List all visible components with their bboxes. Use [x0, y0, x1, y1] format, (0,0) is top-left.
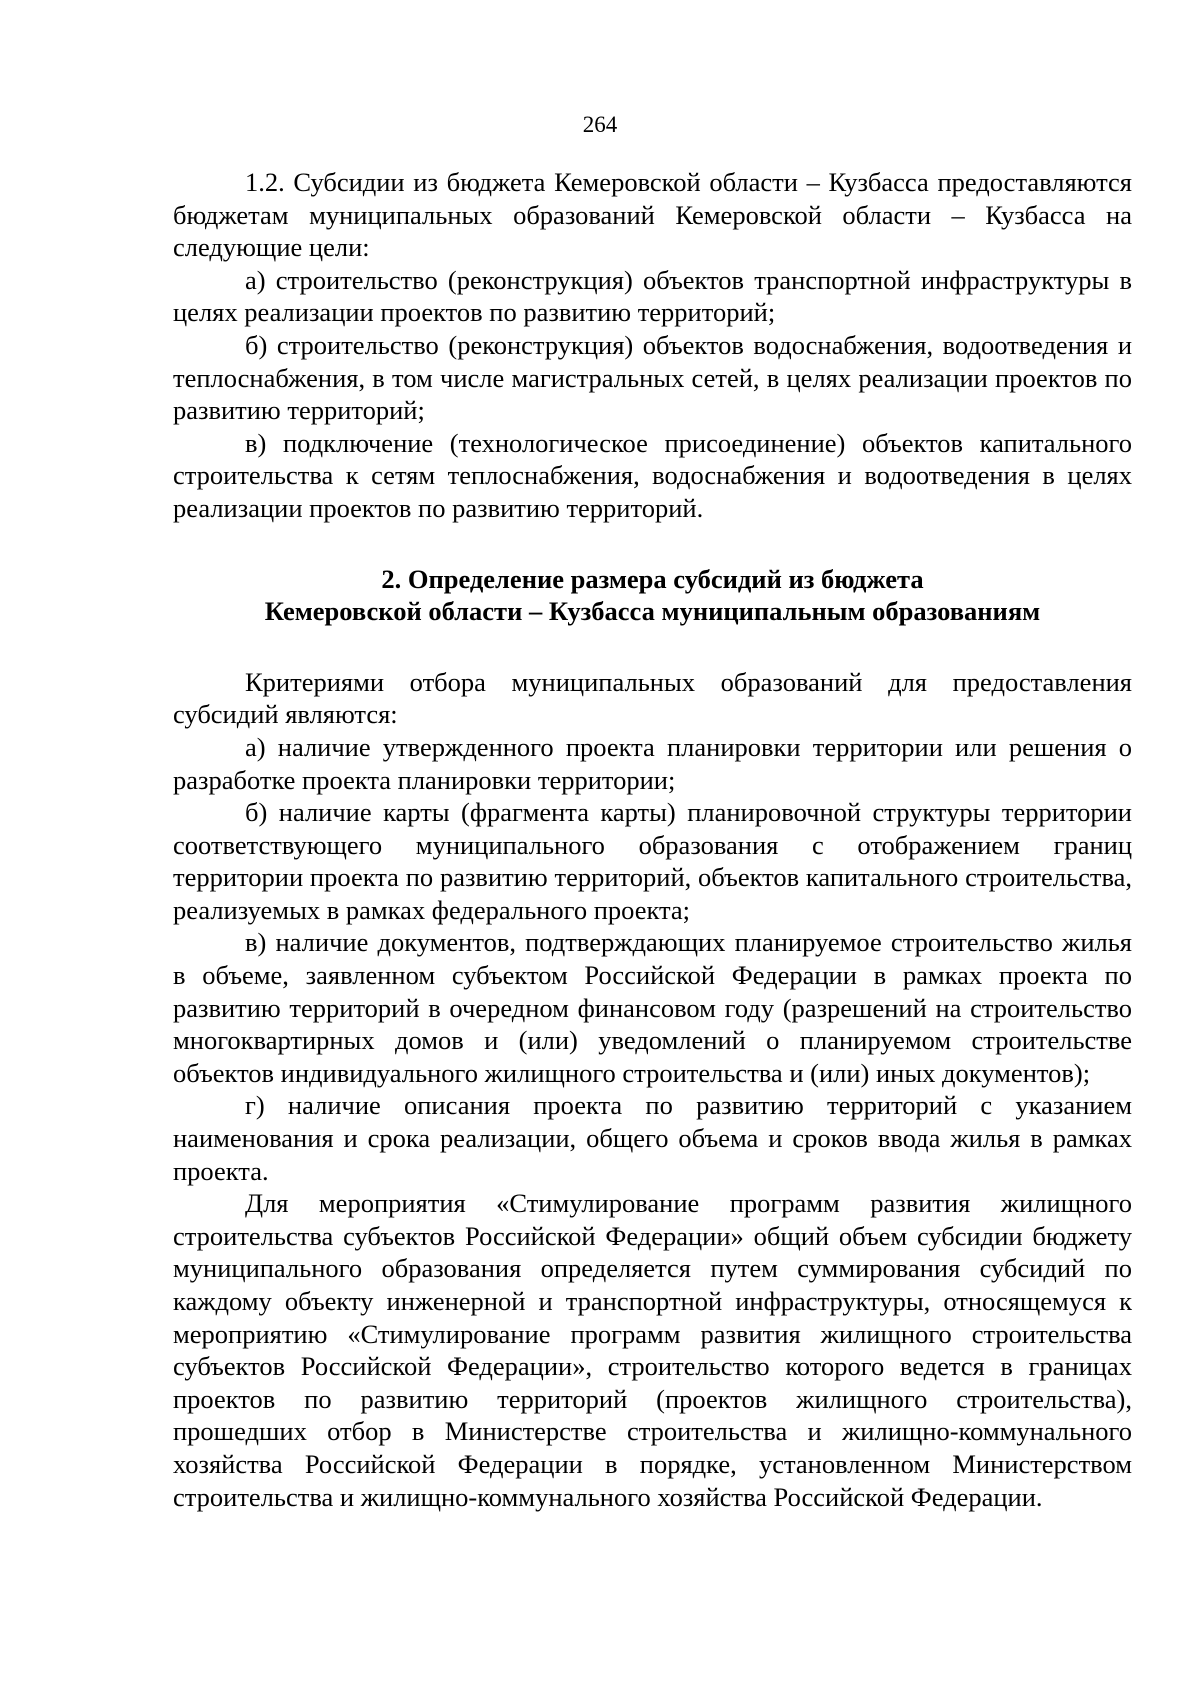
- paragraph-criteria-intro: Критериями отбора муниципальных образований для предоставления субсидий являются:: [173, 666, 1132, 730]
- paragraph-goal-a-transport: а) строительство (реконструкция) объектов транспортной инфраструктуры в целях реализации проектов по развитию территорий;: [173, 264, 1132, 328]
- paragraph-criterion-b: б) наличие карты (фрагмента карты) планировочной структуры территории соответствующего муниципального образования с отображением границ территории проекта по развитию территорий, объектов капитального строительства, реализуемых в рамках федерального проекта;: [173, 797, 1132, 925]
- section-2-heading-line-1: 2. Определение размера субсидий из бюджета: [381, 563, 924, 594]
- document-body: [173, 166, 1132, 1513]
- paragraph-goal-v-connection: в) подключение (технологическое присоединение) объектов капитального строительства к сетям теплоснабжения, водоснабжения и водоотведения в целях реализации проектов по развитию территорий.: [173, 427, 1132, 523]
- section-2-heading: [173, 525, 1132, 666]
- paragraph-criterion-a: а) наличие утвержденного проекта планировки территории или решения о разработке проекта планировки территории;: [173, 731, 1132, 795]
- paragraph-goal-b-water: б) строительство (реконструкция) объектов водоснабжения, водоотведения и теплоснабжения, в том числе магистральных сетей, в целях реализации проектов по развитию территорий;: [173, 329, 1132, 426]
- page-number: 264: [582, 112, 618, 137]
- paragraph-subsidy-volume: Для мероприятия «Стимулирование программ развития жилищного строительства субъектов Российской Федерации» общий объем субсидии бюджету муниципального образования определяется путем суммирования субсидий по каждому объекту инженерной и транспортной инфраструктуры, относящемуся к мероприятию «Стимулирование программ развития жилищного строительства субъектов Российской Федерации», строительство которого ведется в границах проектов по развитию территорий (проектов жилищного строительства), прошедших отбор в Министерстве строительства и жилищно-коммунального хозяйства Российской Федерации в порядке, установленном Министерством строительства и жилищно-коммунального хозяйства Российской Федерации.: [173, 1188, 1132, 1512]
- section-2-heading-line-2: Кемеровской области – Кузбасса муниципальным образованиям: [264, 596, 1041, 627]
- paragraph-criterion-v: в) наличие документов, подтверждающих планируемое строительство жилья в объеме, заявленном субъектом Российской Федерации в рамках проекта по развитию территорий в очередном финансовом году (разрешений на строительство многоквартирных домов и (или) уведомлений о планируемом строительстве объектов индивидуального жилищного строительства и (или) иных документов);: [173, 927, 1132, 1088]
- paragraph-1-2-intro: 1.2. Субсидии из бюджета Кемеровской области – Кузбасса предоставляются бюджетам муниципальных образований Кемеровской области – Кузбасса на следующие цели:: [173, 167, 1132, 263]
- paragraph-criterion-g: г) наличие описания проекта по развитию территорий с указанием наименования и срока реализации, общего объема и сроков ввода жилья в рамках проекта.: [173, 1090, 1132, 1186]
